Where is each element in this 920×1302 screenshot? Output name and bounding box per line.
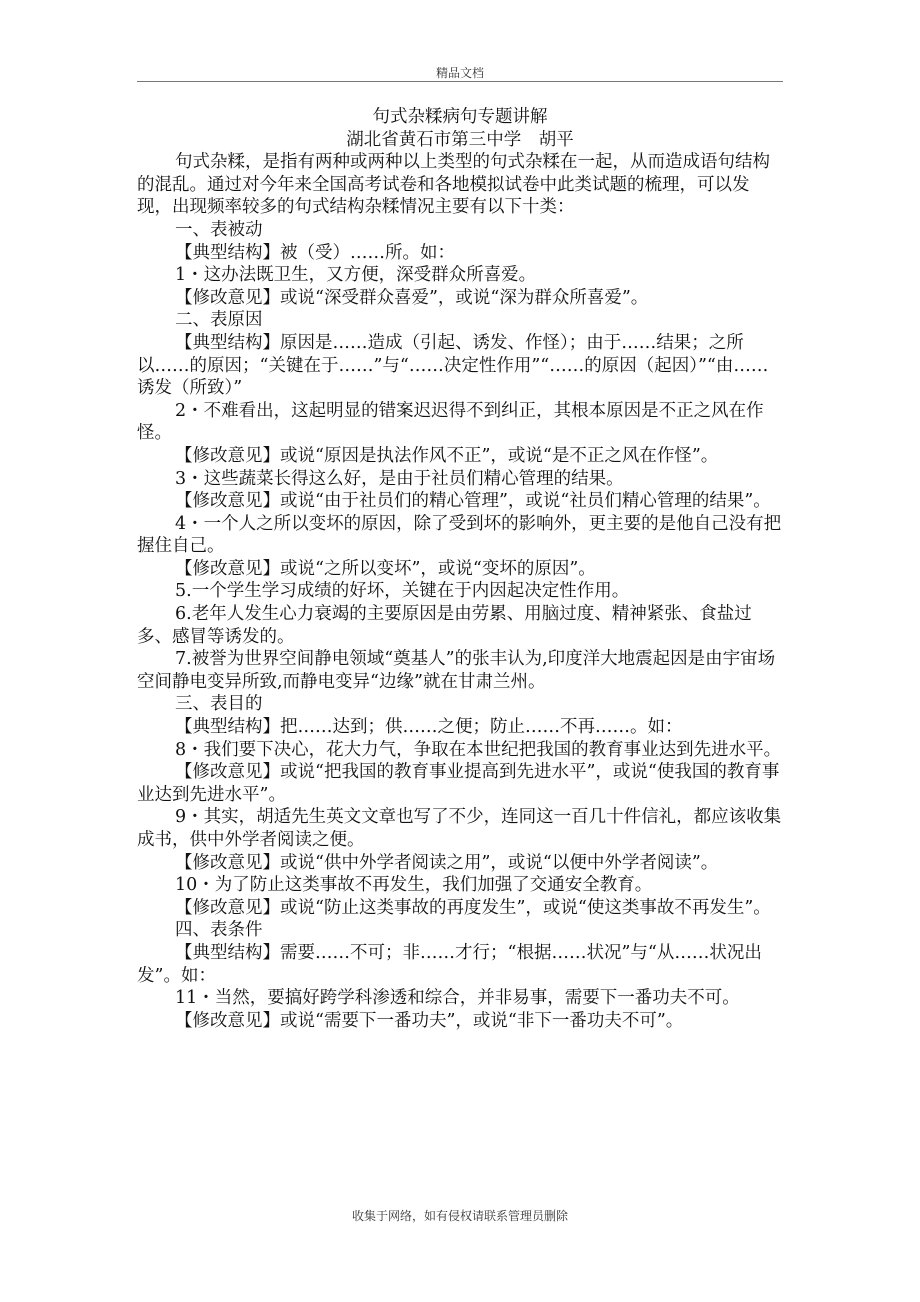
revision-note: 【修改意见】或说“防止这类事故的再度发生”，或说“使这类事故不再发生”。 <box>175 897 771 918</box>
typical-structure: 【典型结构】被（受）……所。如： <box>175 242 455 263</box>
section-heading-passive: 一、表被动 <box>175 219 263 240</box>
document-author: 湖北省黄石市第三中学 胡平 <box>346 129 574 150</box>
section-heading-purpose: 三、表目的 <box>175 694 263 715</box>
example-sentence: 4・一个人之所以变坏的原因，除了受到坏的影响外，更主要的是他自己没有把握住自己。 <box>137 513 782 557</box>
intro-paragraph: 句式杂糅，是指有两种或两种以上类型的句式杂糅在一起，从而造成语句结构的混乱。通过对今年来全国高考试卷和各地模拟试卷中此类试题的梳理，可以发现，出现频率较多的句式结构杂糅情况主要有以下十类： <box>137 152 770 218</box>
typical-structure: 【典型结构】把……达到；供……之便；防止……不再……。如： <box>175 717 683 738</box>
revision-note: 【修改意见】或说“之所以变坏”，或说“变坏的原因”。 <box>175 558 596 579</box>
section-heading-condition: 四、表条件 <box>175 920 263 941</box>
example-sentence: 11・当然，要搞好跨学科渗透和综合，并非易事，需要下一番功夫不可。 <box>175 988 740 1009</box>
example-sentence: 1・这办法既卫生，又方便，深受群众所喜爱。 <box>175 265 537 286</box>
revision-note: 【修改意见】或说“把我国的教育事业提高到先进水平”，或说“使我国的教育事业达到先进水平”。 <box>137 762 780 805</box>
section-heading-cause: 二、表原因 <box>175 310 263 331</box>
revision-note: 【修改意见】或说“需要下一番功夫”，或说“非下一番功夫不可”。 <box>175 1010 684 1031</box>
typical-structure: 【典型结构】原因是……造成（引起、诱发、作怪）；由于……结果；之所以……的原因；“关键在于……”与“……决定性作用”“……的原因（起因）”“由……诱发（所致）” <box>137 332 769 399</box>
revision-note: 【修改意见】或说“供中外学者阅读之用”，或说“以便中外学者阅读”。 <box>175 852 719 873</box>
page-footer: 收集于网络，如有侵权请联系管理员删除 <box>351 1209 568 1223</box>
example-sentence: 7.被誉为世界空间静电领域“奠基人”的张丰认为,印度洋大地震起因是由宇宙场空间静电变异所致,而静电变异“边缘”就在甘肃兰州。 <box>137 649 776 692</box>
example-sentence: 5.一个学生学习成绩的好坏，关键在于内因起决定性作用。 <box>175 581 630 602</box>
example-sentence: 3・这些蔬菜长得这么好，是由于社员们精心管理的结果。 <box>175 468 624 489</box>
example-sentence: 10・为了防止这类事故不再发生，我们加强了交通安全教育。 <box>175 875 653 896</box>
revision-note: 【修改意见】或说“由于社员们的精心管理”，或说“社员们精心管理的结果”。 <box>175 491 771 512</box>
page-header: 精品文档 <box>435 66 484 80</box>
example-sentence: 9・其实，胡适先生英文文章也写了不少，连同这一百几十件信礼，都应该收集成书，供中外学者阅读之便。 <box>137 807 782 850</box>
typical-structure: 【典型结构】需要……不可；非……才行；“根据……状况”与“从……状况出发”。如： <box>137 942 762 986</box>
revision-note: 【修改意见】或说“原因是执法作风不正”，或说“是不正之风在作怪”。 <box>175 445 719 466</box>
header-rule <box>137 81 783 82</box>
example-sentence: 6.老年人发生心力衰竭的主要原因是由劳累、用脑过度、精神紧张、食盐过多、感冒等诱发的。 <box>137 604 752 647</box>
document-body <box>137 106 783 1032</box>
revision-note: 【修改意见】或说“深受群众喜爱”，或说“深为群众所喜爱”。 <box>175 287 649 308</box>
example-sentence: 8・我们要下决心，花大力气，争取在本世纪把我国的教育事业达到先进水平。 <box>175 739 782 760</box>
document-title: 句式杂糅病句专题讲解 <box>372 107 548 127</box>
example-sentence: 2・不难看出，这起明显的错案迟迟得不到纠正，其根本原因是不正之风在作怪。 <box>137 400 764 444</box>
